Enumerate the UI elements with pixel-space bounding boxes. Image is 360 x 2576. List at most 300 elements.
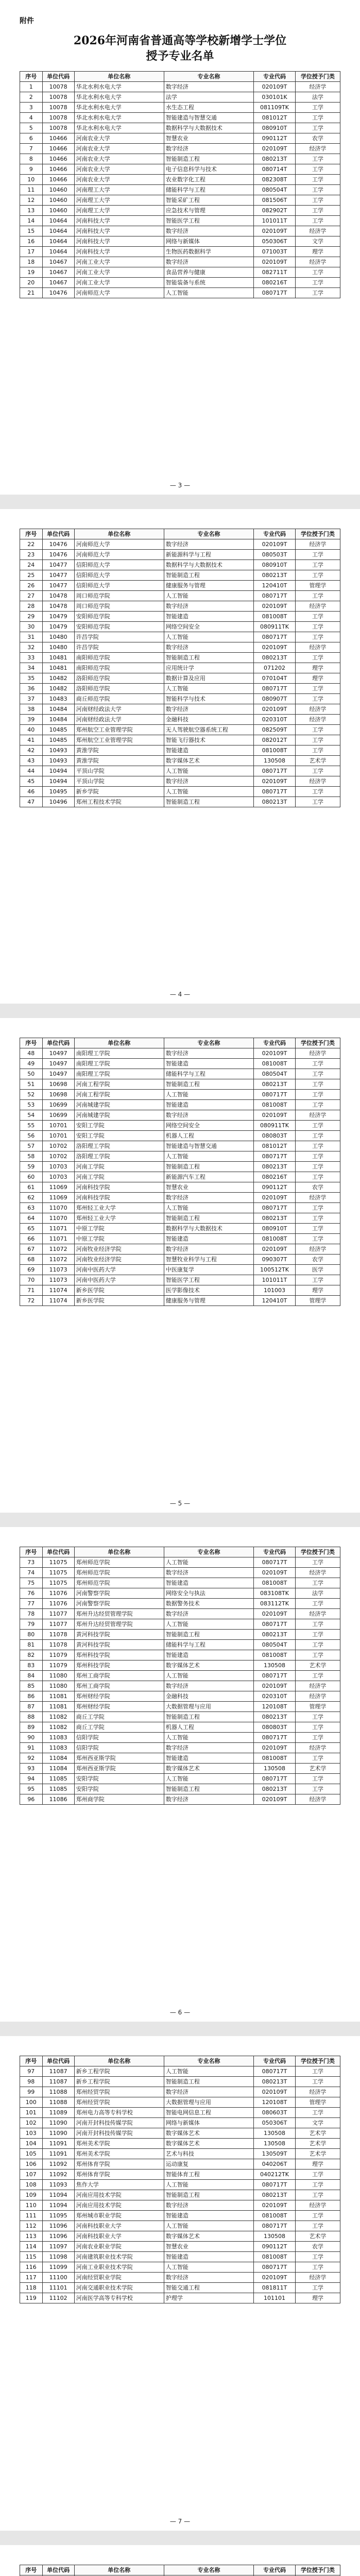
- cell-major-code: 081008T: [254, 2211, 296, 2221]
- cell-unit-name: 河南工业大学: [74, 267, 164, 278]
- cell-major-name: 智能装备与系统: [164, 278, 253, 288]
- table-row: [20, 2262, 340, 2273]
- cell-degree-category: 农学: [295, 133, 340, 144]
- cell-unit-code: 11089: [42, 2108, 74, 2118]
- cell-degree-category: 经济学: [295, 257, 340, 267]
- cell-major-code: 120410T: [254, 581, 296, 591]
- cell-unit-code: 11075: [42, 1568, 74, 1578]
- cell-degree-category: 经济学: [295, 1110, 340, 1121]
- cell-degree-category: 工学: [295, 1203, 340, 1213]
- cell-major-code: 081012T: [254, 1141, 296, 1151]
- cell-major-code: 081008T: [254, 1234, 296, 1244]
- cell-index: 63: [20, 1203, 43, 1213]
- cell-unit-code: 10476: [42, 550, 74, 560]
- cell-unit-code: 11073: [42, 1275, 74, 1285]
- document-page-4: [0, 1527, 360, 2022]
- cell-major-code: 080603T: [254, 2108, 296, 2118]
- cell-unit-code: 10703: [42, 1172, 74, 1182]
- cell-unit-code: 11087: [42, 2066, 74, 2077]
- cell-degree-category: 工学: [295, 684, 340, 694]
- cell-major-name: 智能建造: [164, 745, 253, 756]
- cell-degree-category: 工学: [295, 267, 340, 278]
- table-row: [20, 206, 340, 216]
- cell-index: 77: [20, 1599, 43, 1609]
- cell-major-code: 020109T: [254, 2273, 296, 2283]
- cell-unit-code: 11080: [42, 1671, 74, 1681]
- cell-unit-code: 11075: [42, 1578, 74, 1588]
- cell-unit-name: 商丘工学院: [74, 1722, 164, 1733]
- cell-unit-name: 河南农业职业学院: [74, 2242, 164, 2252]
- cell-major-name: 智能制造工程: [164, 1162, 253, 1172]
- cell-major-name: 数字经济: [164, 642, 253, 653]
- cell-unit-code: 10467: [42, 257, 74, 267]
- cell-major-code: 080717T: [254, 1203, 296, 1213]
- cell-index: 31: [20, 632, 43, 642]
- cell-unit-code: 11093: [42, 2180, 74, 2190]
- cell-major-code: 080717T: [254, 1671, 296, 1681]
- cell-degree-category: 经济学: [295, 82, 340, 92]
- cell-index: 94: [20, 1774, 43, 1784]
- cell-unit-code: 10479: [42, 612, 74, 622]
- cell-unit-name: 中原工学院: [74, 1224, 164, 1234]
- col-degree-category-header: 学位授予门类: [295, 2056, 340, 2066]
- cell-major-code: 020109T: [254, 1110, 296, 1121]
- col-unit-name-header: 单位名称: [74, 1038, 164, 1048]
- cell-unit-code: 11091: [42, 2149, 74, 2159]
- cell-major-name: 智能建造: [164, 2211, 253, 2221]
- table-row: [20, 1722, 340, 1733]
- cell-degree-category: 艺术学: [295, 1764, 340, 1774]
- cell-unit-code: 11084: [42, 1753, 74, 1764]
- col-major-code-header: 专业代码: [254, 1547, 296, 1557]
- cell-unit-code: 11099: [42, 2262, 74, 2273]
- cell-major-code: 100512TK: [254, 1265, 296, 1275]
- cell-index: 16: [20, 236, 43, 247]
- cell-unit-code: 11094: [42, 2190, 74, 2200]
- cell-degree-category: 工学: [295, 1630, 340, 1640]
- cell-major-name: 人工智能: [164, 288, 253, 298]
- cell-index: 75: [20, 1578, 43, 1588]
- cell-major-code: 081012T: [254, 113, 296, 123]
- cell-degree-category: 管理学: [295, 1702, 340, 1712]
- cell-degree-category: 工学: [295, 1224, 340, 1234]
- cell-index: 119: [20, 2293, 43, 2303]
- cell-index: 115: [20, 2252, 43, 2262]
- table-row: [20, 1296, 340, 1306]
- table-row: [20, 1048, 340, 1059]
- table-row: [20, 704, 340, 715]
- cell-unit-name: 南阳理工学院: [74, 1069, 164, 1079]
- cell-major-code: 081008T: [254, 1100, 296, 1110]
- cell-major-name: 智能制造工程: [164, 1079, 253, 1090]
- cell-index: 116: [20, 2262, 43, 2273]
- cell-unit-name: 河南经贸职业学院: [74, 2273, 164, 2283]
- cell-index: 46: [20, 787, 43, 797]
- table-row: [20, 1162, 340, 1172]
- table-row: [20, 2170, 340, 2180]
- cell-major-name: 数字经济: [164, 1609, 253, 1619]
- cell-major-code: 080717T: [254, 2066, 296, 2077]
- col-unit-name-header: 单位名称: [74, 72, 164, 82]
- cell-unit-name: 周口师范学院: [74, 591, 164, 601]
- cell-unit-code: 10478: [42, 601, 74, 612]
- cell-degree-category: 工学: [295, 1079, 340, 1090]
- cell-index: 91: [20, 1743, 43, 1753]
- cell-degree-category: 工学: [295, 1640, 340, 1650]
- cell-major-code: 080213T: [254, 1079, 296, 1090]
- cell-index: 101: [20, 2108, 43, 2118]
- cell-degree-category: 经济学: [295, 1193, 340, 1203]
- cell-unit-name: 郑州科技学院: [74, 1660, 164, 1671]
- cell-index: 82: [20, 1650, 43, 1660]
- cell-major-name: 人工智能: [164, 787, 253, 797]
- cell-major-code: 080907T: [254, 694, 296, 704]
- document-page-5: [0, 2036, 360, 2531]
- cell-major-code: 020109T: [254, 2087, 296, 2097]
- cell-unit-code: 11086: [42, 1794, 74, 1805]
- cell-unit-code: 11090: [42, 2118, 74, 2128]
- cell-degree-category: 艺术学: [295, 2139, 340, 2149]
- cell-major-name: 数据计算及应用: [164, 673, 253, 684]
- cell-unit-code: 11082: [42, 1722, 74, 1733]
- table-row: [20, 1784, 340, 1794]
- cell-major-name: 智能电网信息工程: [164, 2108, 253, 2118]
- col-major-code-header: 专业代码: [254, 529, 296, 539]
- cell-major-code: 020109T: [254, 82, 296, 92]
- cell-unit-code: 10477: [42, 560, 74, 570]
- table-row: [20, 2108, 340, 2118]
- cell-major-code: 081008T: [254, 2252, 296, 2262]
- cell-index: 45: [20, 776, 43, 787]
- table-row: [20, 632, 340, 642]
- cell-major-name: 储能科学与工程: [164, 1640, 253, 1650]
- table-row: [20, 745, 340, 756]
- table-row: [20, 797, 340, 807]
- cell-degree-category: 经济学: [295, 601, 340, 612]
- cell-unit-name: 河南城建学院: [74, 1100, 164, 1110]
- table-row: [20, 1599, 340, 1609]
- cell-index: 93: [20, 1764, 43, 1774]
- cell-unit-code: 10485: [42, 725, 74, 735]
- cell-index: 103: [20, 2128, 43, 2139]
- cell-index: 28: [20, 601, 43, 612]
- cell-unit-code: 11071: [42, 1224, 74, 1234]
- cell-unit-name: 华北水利水电大学: [74, 123, 164, 133]
- col-degree-category-header: 学位授予门类: [295, 1547, 340, 1557]
- cell-major-code: 080717T: [254, 1090, 296, 1100]
- cell-major-name: 数字经济: [164, 1681, 253, 1691]
- cell-major-name: 数字经济: [164, 226, 253, 236]
- cell-index: 72: [20, 1296, 43, 1306]
- cell-unit-code: 10485: [42, 735, 74, 745]
- cell-unit-code: 11081: [42, 1691, 74, 1702]
- cell-unit-code: 11085: [42, 1784, 74, 1794]
- cell-major-code: 101011T: [254, 1275, 296, 1285]
- table-row: [20, 1213, 340, 1224]
- cell-major-name: 健康服务与管理: [164, 581, 253, 591]
- cell-unit-code: 10078: [42, 123, 74, 133]
- cell-index: 54: [20, 1110, 43, 1121]
- table-row: [20, 1619, 340, 1630]
- cell-unit-name: 河南牧业经济学院: [74, 1244, 164, 1255]
- cell-degree-category: 经济学: [295, 715, 340, 725]
- table-row: [20, 1151, 340, 1162]
- cell-index: 24: [20, 560, 43, 570]
- document-title-line-2: 授予专业名单: [146, 49, 214, 63]
- cell-unit-code: 11091: [42, 2139, 74, 2149]
- document-title-line-1: 2026年河南省普通高等学校新增学士学位: [73, 34, 287, 47]
- cell-index: 27: [20, 591, 43, 601]
- cell-major-code: 081008T: [254, 1753, 296, 1764]
- cell-unit-name: 郑州财经学院: [74, 1702, 164, 1712]
- cell-unit-code: 10480: [42, 642, 74, 653]
- cell-unit-code: 11071: [42, 1234, 74, 1244]
- table-row: [20, 175, 340, 185]
- table-row: [20, 2180, 340, 2190]
- cell-major-code: 080213T: [254, 154, 296, 164]
- cell-major-code: 120410T: [254, 1296, 296, 1306]
- cell-degree-category: 工学: [295, 1234, 340, 1244]
- cell-degree-category: 工学: [295, 1151, 340, 1162]
- col-major-code-header: 专业代码: [254, 1038, 296, 1048]
- table-row: [20, 591, 340, 601]
- table-row: [20, 1753, 340, 1764]
- cell-degree-category: 医学: [295, 1265, 340, 1275]
- cell-degree-category: 法学: [295, 92, 340, 103]
- table-row: [20, 82, 340, 92]
- cell-major-name: 机器人工程: [164, 1131, 253, 1141]
- cell-major-name: 数字媒体艺术: [164, 2139, 253, 2149]
- page-gap: [0, 1004, 360, 1018]
- table-row: [20, 2066, 340, 2077]
- cell-major-name: 智能制造工程: [164, 797, 253, 807]
- cell-index: 83: [20, 1660, 43, 1671]
- cell-major-name: 数字经济: [164, 539, 253, 550]
- cell-major-code: 080216T: [254, 278, 296, 288]
- cell-degree-category: 艺术学: [295, 2231, 340, 2242]
- table-row: [20, 1141, 340, 1151]
- table-row: [20, 1764, 340, 1774]
- cell-unit-code: 11078: [42, 1630, 74, 1640]
- cell-degree-category: 工学: [295, 1162, 340, 1172]
- cell-unit-code: 10466: [42, 154, 74, 164]
- cell-unit-name: 河南应用技术学院: [74, 2200, 164, 2211]
- cell-index: 109: [20, 2190, 43, 2200]
- major-list-table: [20, 1547, 340, 1805]
- cell-major-name: 数字经济: [164, 1743, 253, 1753]
- cell-degree-category: 工学: [295, 570, 340, 581]
- cell-major-name: 运动康复: [164, 2159, 253, 2170]
- cell-major-name: 人工智能: [164, 1151, 253, 1162]
- col-unit-code-header: 单位代码: [42, 2565, 74, 2575]
- cell-index: 57: [20, 1141, 43, 1151]
- cell-unit-name: 华北水利水电大学: [74, 82, 164, 92]
- cell-major-name: 无人驾驶航空器系统工程: [164, 725, 253, 735]
- table-row: [20, 1568, 340, 1578]
- page-number: — 4 —: [169, 991, 191, 998]
- cell-major-code: 020109T: [254, 704, 296, 715]
- cell-unit-name: 郑州城市职业学院: [74, 2211, 164, 2221]
- table-row: [20, 642, 340, 653]
- cell-major-code: 082509T: [254, 725, 296, 735]
- cell-major-name: 网络与新媒体: [164, 2118, 253, 2128]
- cell-unit-code: 10482: [42, 673, 74, 684]
- cell-unit-code: 10703: [42, 1162, 74, 1172]
- col-unit-code-header: 单位代码: [42, 1038, 74, 1048]
- cell-unit-name: 郑州航空工业管理学院: [74, 725, 164, 735]
- cell-major-name: 智能制造工程: [164, 154, 253, 164]
- cell-major-name: 智能飞行器技术: [164, 735, 253, 745]
- table-row: [20, 787, 340, 797]
- cell-major-code: 080213T: [254, 2190, 296, 2200]
- cell-index: 73: [20, 1557, 43, 1568]
- cell-index: 25: [20, 570, 43, 581]
- cell-index: 60: [20, 1172, 43, 1182]
- cell-index: 118: [20, 2283, 43, 2293]
- cell-unit-name: 黄河科技学院: [74, 1630, 164, 1640]
- cell-major-name: 人工智能: [164, 632, 253, 642]
- table-row: [20, 601, 340, 612]
- page-gap: [0, 495, 360, 509]
- cell-index: 20: [20, 278, 43, 288]
- cell-unit-code: 10480: [42, 632, 74, 642]
- cell-index: 98: [20, 2077, 43, 2087]
- cell-major-name: 智能医学工程: [164, 216, 253, 226]
- table-row: [20, 1588, 340, 1599]
- cell-unit-code: 10460: [42, 185, 74, 195]
- cell-degree-category: 工学: [295, 622, 340, 632]
- cell-major-code: 080717T: [254, 1151, 296, 1162]
- cell-major-code: 080213T: [254, 653, 296, 663]
- cell-degree-category: 工学: [295, 1557, 340, 1568]
- cell-degree-category: 经济学: [295, 2200, 340, 2211]
- cell-index: 66: [20, 1234, 43, 1244]
- table-row: [20, 2118, 340, 2128]
- cell-unit-name: 河南农业大学: [74, 154, 164, 164]
- cell-unit-code: 10477: [42, 581, 74, 591]
- cell-unit-name: 商丘师范学院: [74, 694, 164, 704]
- cell-degree-category: 工学: [295, 175, 340, 185]
- cell-unit-code: 10078: [42, 103, 74, 113]
- cell-degree-category: 工学: [295, 735, 340, 745]
- table-row: [20, 1255, 340, 1265]
- table-row: [20, 154, 340, 164]
- table-row: [20, 1578, 340, 1588]
- cell-major-code: 130508: [254, 2231, 296, 2242]
- cell-major-code: 020310T: [254, 1691, 296, 1702]
- cell-degree-category: 工学: [295, 1784, 340, 1794]
- cell-major-name: 人工智能: [164, 2180, 253, 2190]
- cell-degree-category: 工学: [295, 288, 340, 298]
- cell-major-code: 080714T: [254, 164, 296, 175]
- cell-unit-code: 10078: [42, 113, 74, 123]
- table-row: [20, 92, 340, 103]
- table-row: [20, 123, 340, 133]
- cell-unit-code: 11095: [42, 2211, 74, 2221]
- table-row: [20, 756, 340, 766]
- cell-unit-code: 11079: [42, 1650, 74, 1660]
- cell-index: 89: [20, 1722, 43, 1733]
- cell-unit-name: 河南城建学院: [74, 1110, 164, 1121]
- col-unit-name-header: 单位名称: [74, 1547, 164, 1557]
- cell-major-code: 090112T: [254, 133, 296, 144]
- cell-degree-category: 经济学: [295, 2087, 340, 2097]
- cell-degree-category: 工学: [295, 103, 340, 113]
- col-index-header: 序号: [20, 2056, 43, 2066]
- cell-major-name: 人工智能: [164, 1203, 253, 1213]
- cell-unit-name: 郑州升达经贸管理学院: [74, 1619, 164, 1630]
- cell-major-code: 080911TK: [254, 622, 296, 632]
- cell-major-name: 智能建造与智慧交通: [164, 113, 253, 123]
- cell-degree-category: 工学: [295, 1671, 340, 1681]
- cell-unit-code: 11070: [42, 1213, 74, 1224]
- cell-degree-category: 工学: [295, 2221, 340, 2231]
- cell-degree-category: 工学: [295, 766, 340, 776]
- cell-unit-name: 河南师范大学: [74, 288, 164, 298]
- cell-degree-category: 艺术学: [295, 2149, 340, 2159]
- table-row: [20, 2293, 340, 2303]
- table-row: [20, 2149, 340, 2159]
- cell-index: 52: [20, 1090, 43, 1100]
- cell-unit-name: 平顶山学院: [74, 766, 164, 776]
- table-header-row: [20, 2565, 340, 2575]
- cell-major-name: 智能制造工程: [164, 1784, 253, 1794]
- cell-index: 42: [20, 745, 43, 756]
- cell-index: 86: [20, 1691, 43, 1702]
- cell-major-code: 083112TK: [254, 1599, 296, 1609]
- cell-degree-category: 理学: [295, 1285, 340, 1296]
- cell-major-name: 数字经济: [164, 601, 253, 612]
- cell-major-code: 020109T: [254, 642, 296, 653]
- cell-degree-category: 工学: [295, 1090, 340, 1100]
- cell-major-name: 水生态工程: [164, 103, 253, 113]
- table-row: [20, 144, 340, 154]
- cell-unit-name: 南阳师范学院: [74, 663, 164, 673]
- cell-major-name: 人工智能: [164, 1090, 253, 1100]
- table-row: [20, 1774, 340, 1784]
- cell-major-code: 082711T: [254, 267, 296, 278]
- cell-major-name: 数据科学与大数据技术: [164, 1224, 253, 1234]
- cell-unit-code: 10483: [42, 694, 74, 704]
- cell-index: 48: [20, 1048, 43, 1059]
- cell-degree-category: 经济学: [295, 1568, 340, 1578]
- cell-major-code: 080717T: [254, 2180, 296, 2190]
- cell-unit-name: 华北水利水电大学: [74, 92, 164, 103]
- cell-degree-category: 工学: [295, 560, 340, 570]
- col-unit-code-header: 单位代码: [42, 2056, 74, 2066]
- cell-unit-name: 郑州轻工业大学: [74, 1213, 164, 1224]
- cell-degree-category: 艺术学: [295, 1660, 340, 1671]
- col-major-name-header: 专业名称: [164, 1038, 253, 1048]
- cell-index: 68: [20, 1255, 43, 1265]
- cell-unit-name: 黄河科技学院: [74, 1640, 164, 1650]
- cell-major-code: 080717T: [254, 2262, 296, 2273]
- cell-major-name: 人工智能: [164, 1619, 253, 1630]
- cell-major-code: 120108T: [254, 2097, 296, 2108]
- cell-unit-code: 11077: [42, 1619, 74, 1630]
- cell-index: 47: [20, 797, 43, 807]
- cell-major-code: 081008T: [254, 1578, 296, 1588]
- cell-major-code: 050306T: [254, 236, 296, 247]
- cell-index: 26: [20, 581, 43, 591]
- cell-index: 70: [20, 1275, 43, 1285]
- cell-unit-name: 河南科技大学: [74, 247, 164, 257]
- cell-degree-category: 工学: [295, 1059, 340, 1069]
- cell-index: 104: [20, 2139, 43, 2149]
- table-row: [20, 257, 340, 267]
- cell-major-code: 020109T: [254, 1244, 296, 1255]
- table-row: [20, 164, 340, 175]
